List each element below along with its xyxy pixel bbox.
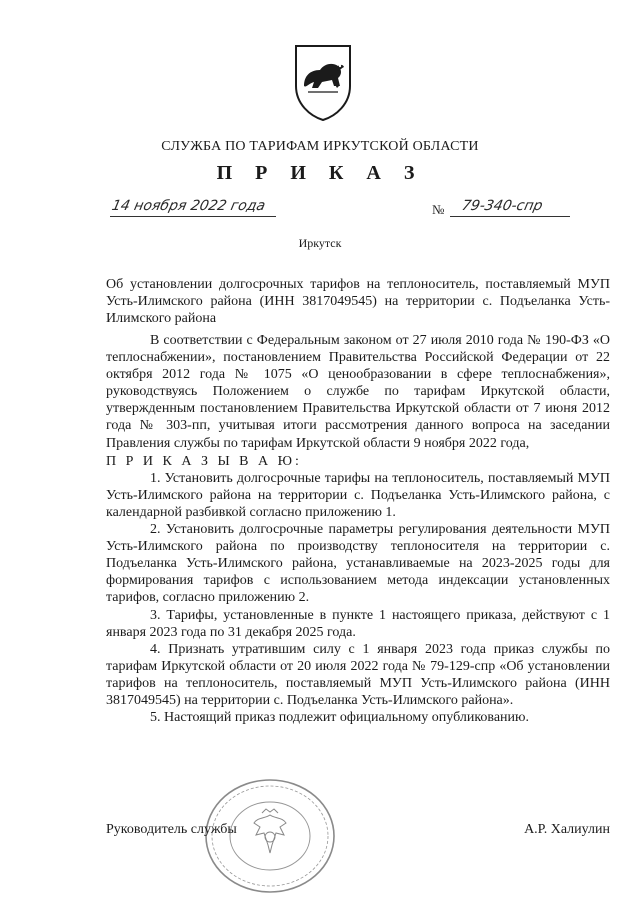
date-underline [110,216,276,217]
number-underline [450,216,570,217]
agency-name: СЛУЖБА ПО ТАРИФАМ ИРКУТСКОЙ ОБЛАСТИ [161,139,479,154]
number-sign: № [432,202,445,217]
ordering-word: П Р И К А З Ы В А Ю: [106,453,302,469]
city-name: Иркутск [298,236,342,250]
order-item: 1. Установить долгосрочные тарифы на теплоноситель, поставляемый МУП Усть-Илимского района на территории с. Подъеланка Усть-Илимского района, с календарной разбивкой согласно приложению 1. [106,470,610,520]
order-body [106,332,610,726]
order-item: 4. Признать утратившим силу с 1 января 2023 года приказ службы по тарифам Иркутской области от 20 июля 2022 года № 79-129-спр «Об установлении тарифов на теплоноситель, поставляемый МУП Усть-Илимского района (ИНН 3817049545) на территории с. Подъеланка Усть-Илимского района». [106,641,610,708]
irkutsk-coat-of-arms-icon [290,42,356,122]
signatory-role: Руководитель службы [106,822,237,837]
order-item: 3. Тарифы, установленные в пункте 1 настоящего приказа, действуют с 1 января 2023 года по 31 декабря 2025 года. [106,607,610,640]
order-date-handwritten: 14 ноября 2022 года [110,198,267,214]
order-item: 2. Установить долгосрочные параметры регулирования деятельности МУП Усть-Илимского района по производству теплоносителя на территории с. Подъеланка Усть-Илимского района, устанавливаемые на 2023-2025 годы для формирования тарифов с использованием метода индексации установленных тарифов, согласно приложению 2. [106,522,610,606]
signatory-name: А.Р. Халиулин [524,822,610,837]
preamble-paragraph: В соответствии с Федеральным законом от 27 июля 2010 года № 190-ФЗ «О теплоснабжении», постановлением Правительства Российской Федерации от 22 октября 2012 года № 1075 «О ценообразовании в сфере теплоснабжения», руководствуясь Положением о службе по тарифам Иркутской области, утвержденным постановлением Правительства Иркутской области от 7 июня 2012 года № 303-пп, учитывая итоги рассмотрения данного вопроса на заседании Правления службы по тарифам Иркутской области 9 ноября 2022 года, [106,333,610,451]
order-number-handwritten: 79-340-спр [460,198,545,214]
order-subject: Об установлении долгосрочных тарифов на теплоноситель, поставляемый МУП Усть-Илимского района (ИНН 3817049545) на территории с. Подъеланка Усть-Илимского района [106,277,610,326]
order-item: 5. Настоящий приказ подлежит официальному опубликованию. [150,710,529,726]
document-type-title: П Р И К А З [216,162,424,184]
